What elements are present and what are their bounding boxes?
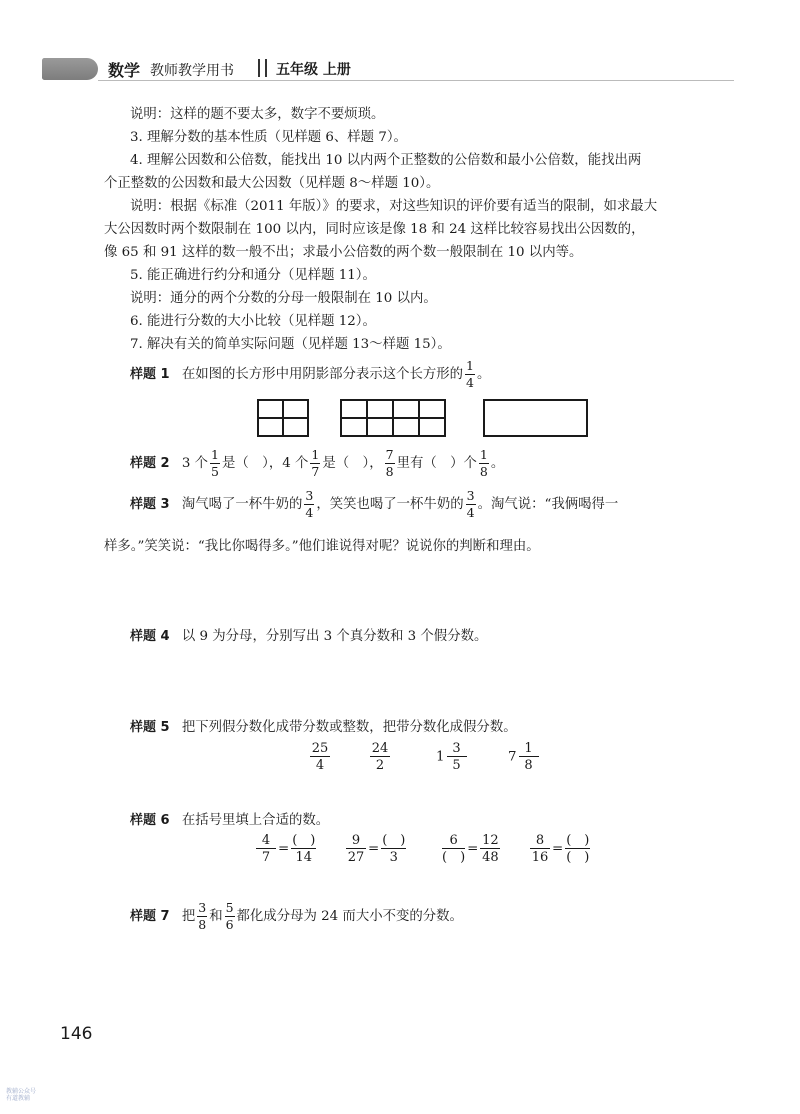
rectangle-blank <box>483 399 588 437</box>
paragraph: 个正整数的公因数和最大公因数（见样题 8～样题 10）。 <box>104 176 440 191</box>
paragraph: 7. 解决有关的简单实际问题（见样题 13～样题 15）。 <box>130 337 451 352</box>
example-6-equation: $\frac{9}{27}$ = $\frac{( )}{3}$ <box>347 833 406 865</box>
watermark: 教辅公众号 有道教辅 <box>6 1088 37 1103</box>
paragraph: 说明：通分的两个分数的分母一般限制在 10 以内。 <box>130 291 437 306</box>
example-1: 样题 1 在如图的长方形中用阴影部分表示这个长方形的 $\frac{1}{4}$ 。 <box>130 358 491 390</box>
example-2: 样题 2 3 个 $\frac{1}{5}$ 是（ ），4 个 $\frac{1}{7}$ 是（ ）， $\frac{7}{8}$ 里有（ ）个 $\frac{1}{8}$ 。 <box>130 447 505 479</box>
example-6: 样题 6 在括号里填上合适的数。 <box>130 813 330 828</box>
fraction: $\frac{3}{4}$ <box>466 488 475 520</box>
header-rule <box>98 80 734 81</box>
paragraph: 3. 理解分数的基本性质（见样题 6、样题 7）。 <box>130 130 407 145</box>
example-7: 样题 7 把 $\frac{3}{8}$ 和 $\frac{5}{6}$ 都化成分母为 24 而大小不变的分数。 <box>130 900 463 932</box>
rectangle-2x2 <box>257 399 309 437</box>
example-4: 样题 4 以 9 为分母，分别写出 3 个真分数和 3 个假分数。 <box>130 629 488 644</box>
fraction: $\frac{1}{5}$ <box>211 447 219 479</box>
example-5-fraction: $\frac{25}{4}$ <box>311 741 329 773</box>
paragraph: 像 65 和 91 这样的数一般不出；求最小公倍数的两个数一般限制在 10 以内等。 <box>104 245 583 260</box>
example-6-equation: $\frac{6}{( )}$ = $\frac{12}{48}$ <box>442 833 499 865</box>
header-grade: 五年级 上册 <box>276 62 351 78</box>
header-title: 数学 <box>108 61 141 80</box>
example-6-label: 样题 6 <box>130 813 170 828</box>
fraction: $\frac{1}{4}$ <box>466 358 474 390</box>
fraction: $\frac{3}{8}$ <box>198 900 207 932</box>
paragraph: 说明：根据《标准（2011 年版）》的要求，对这些知识的评价要有适当的限制，如求最大 <box>130 199 658 214</box>
paragraph: 大公因数时两个数限制在 100 以内，同时应该是像 18 和 24 这样比较容易找出公因数的， <box>104 222 645 237</box>
paragraph: 说明：这样的题不要太多，数字不要烦琐。 <box>130 107 385 122</box>
header-subtitle: 教师教学用书 <box>150 63 234 79</box>
example-1-label: 样题 1 <box>130 367 170 382</box>
fraction: $\frac{1}{7}$ <box>311 447 320 479</box>
example-7-label: 样题 7 <box>130 909 170 924</box>
example-5: 样题 5 把下列假分数化成带分数或整数，把带分数化成假分数。 <box>130 720 517 735</box>
fraction: $\frac{5}{6}$ <box>225 900 234 932</box>
fraction: $\frac{7}{8}$ <box>385 447 394 479</box>
fraction: $\frac{3}{4}$ <box>305 488 314 520</box>
example-4-label: 样题 4 <box>130 629 170 644</box>
header-tab-decoration <box>42 58 98 80</box>
example-3: 样题 3 淘气喝了一杯牛奶的 $\frac{3}{4}$ ，笑笑也喝了一杯牛奶的 $\frac{3}{4}$ 。淘气说：“我俩喝得一 <box>130 488 619 520</box>
rectangle-4x2 <box>340 399 446 437</box>
example-3-line2: 样多。”笑笑说：“我比你喝得多。”他们谁说得对呢？说说你的判断和理由。 <box>104 539 540 554</box>
example-6-equation: $\frac{4}{7}$ = $\frac{( )}{14}$ <box>254 834 318 864</box>
paragraph: 4. 理解公因数和公倍数，能找出 10 以内两个正整数的公倍数和最小公倍数，能找出两 <box>130 153 642 168</box>
fraction: $\frac{1}{8}$ <box>479 447 488 479</box>
page-number: 146 <box>60 1024 93 1044</box>
example-5-label: 样题 5 <box>130 720 170 735</box>
example-5-mixed-number: 1 $\frac{3}{5}$ <box>436 742 469 772</box>
example-5-mixed-number: 7 $\frac{1}{8}$ <box>508 742 541 772</box>
example-5-fraction: $\frac{24}{2}$ <box>371 741 389 773</box>
example-1-text: 在如图的长方形中用阴影部分表示这个长方形的 <box>181 367 464 382</box>
example-2-label: 样题 2 <box>130 456 170 471</box>
example-3-label: 样题 3 <box>130 497 170 512</box>
example-6-equation: $\frac{8}{16}$ = $\frac{( )}{( )}$ <box>531 833 590 865</box>
paragraph: 6. 能进行分数的大小比较（见样题 12）。 <box>130 314 376 329</box>
paragraph: 5. 能正确进行约分和通分（见样题 11）。 <box>130 268 376 283</box>
header-separator <box>258 59 267 77</box>
